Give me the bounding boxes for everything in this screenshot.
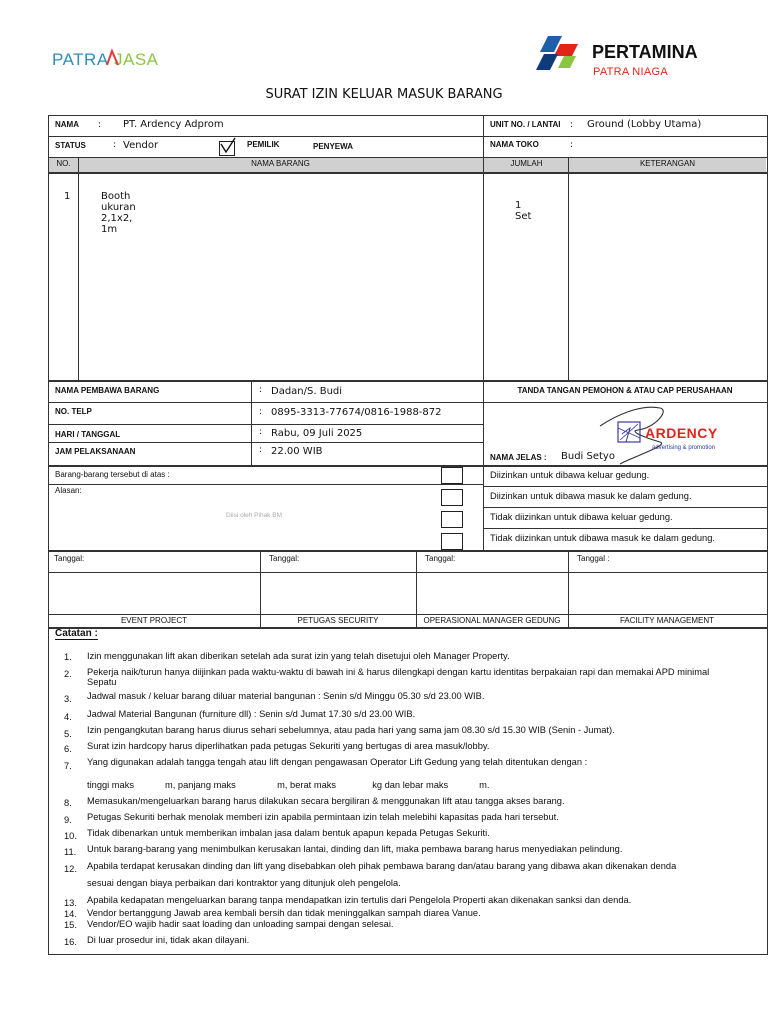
- penyewa-label: PENYEWA: [313, 142, 354, 151]
- list-item: Jadwal Material Bangunan (furniture dll) : Senin s/d Jumat 17.30 s/d 23.00 WIB.: [87, 709, 416, 719]
- tanggal-facility: Tanggal :: [577, 554, 610, 563]
- option-checkbox-3[interactable]: [441, 511, 463, 528]
- list-item: Izin menggunakan lift akan diberikan setelah ada surat izin yang telah disetujui oleh Manager Property.: [87, 651, 510, 661]
- unit-value: Ground (Lobby Utama): [587, 119, 702, 130]
- option-label-3: Tidak diizinkan untuk dibawa keluar gedung.: [490, 512, 673, 522]
- list-item: Memasukan/mengeluarkan barang harus dilakukan secara bergiliran & menggunakan lift atau tangga akses barang.: [87, 796, 565, 806]
- nama-jelas-value: Budi Setyo: [561, 451, 615, 462]
- pertamina-logo: [534, 34, 584, 79]
- patra-jasa-logo: [52, 47, 172, 76]
- nama-toko-label: NAMA TOKO: [490, 140, 539, 149]
- pembawa-label: NAMA PEMBAWA BARANG: [55, 386, 160, 395]
- telp-label: NO. TELP: [55, 407, 92, 416]
- list-item: Apabila terdapat kerusakan dinding dan lift yang disebabkan oleh pihak pembawa barang dan/atau barang yang dibawa akan dikenakan denda: [87, 861, 677, 871]
- hari-label: HARI / TANGGAL: [55, 430, 121, 439]
- option-checkbox-1[interactable]: [441, 467, 463, 484]
- pembawa-value: Dadan/S. Budi: [271, 386, 343, 397]
- status-label: STATUS: [55, 141, 86, 150]
- list-item: Tidak dibenarkan untuk memberikan imbalan jasa dalam bentuk apapun kepada Petugas Sekuriti.: [87, 828, 490, 838]
- nama-value: PT. Ardency Adprom: [123, 119, 224, 130]
- role-facility-management: FACILITY MANAGEMENT: [619, 616, 715, 625]
- tanggal-opsmanager: Tanggal:: [425, 554, 456, 563]
- hari-value: Rabu, 09 Juli 2025: [271, 428, 363, 439]
- list-item: Vendor/EO wajib hadir saat loading dan unloading sampai dengan selesai.: [87, 919, 394, 929]
- role-event-project: EVENT PROJECT: [120, 616, 188, 625]
- list-item: Untuk barang-barang yang menimbulkan kerusakan lantai, dinding dan lift, maka pembawa barang harus menyediakan pelindung.: [87, 844, 623, 854]
- item-no: 1: [64, 191, 71, 202]
- pertamina-mark-icon: [534, 34, 584, 74]
- nama-label: NAMA: [55, 120, 79, 129]
- diisi-label: Diisi oleh Pihak BM: [226, 512, 282, 519]
- tanggal-security: Tanggal:: [269, 554, 300, 563]
- jam-value: 22.00 WIB: [271, 446, 323, 457]
- svg-text:PATRA: PATRA: [52, 50, 109, 69]
- option-checkbox-4[interactable]: [441, 533, 463, 550]
- list-item: Di luar prosedur ini, tidak akan dilayani.: [87, 935, 250, 945]
- list-item-cont: Sepatu: [87, 677, 117, 687]
- role-petugas-security: PETUGAS SECURITY: [297, 616, 379, 625]
- col-no-header: NO.: [56, 159, 71, 168]
- option-label-2: Diizinkan untuk dibawa masuk ke dalam gedung.: [490, 491, 692, 501]
- list-item: Apabila kedapatan mengeluarkan barang tanpa mendapatkan izin tertulis dari Pengelola Properti akan dikenakan sanksi dan denda.: [87, 895, 632, 905]
- list-item-cont: sesuai dengan biaya perbaikan dari kontraktor yang ditunjuk oleh pengelola.: [87, 878, 401, 888]
- col-nama-barang-header: NAMA BARANG: [251, 159, 310, 168]
- company-stamp: [560, 398, 760, 473]
- jam-label: JAM PELAKSANAAN: [55, 447, 136, 456]
- document-title: SURAT IZIN KELUAR MASUK BARANG: [265, 87, 503, 102]
- option-label-4: Tidak diizinkan untuk dibawa masuk ke dalam gedung.: [490, 533, 715, 543]
- list-item: Surat izin hardcopy harus diperlihatkan pada petugas Sekuriti yang bertugas di area masuk/lobby.: [87, 741, 490, 751]
- col-jumlah-header: JUMLAH: [510, 159, 543, 168]
- pertamina-logo-main-text: PERTAMINA: [592, 42, 698, 62]
- unit-label: UNIT NO. / LANTAI: [490, 120, 561, 129]
- list-item: Pekerja naik/turun hanya diijinkan pada waktu-waktu di bawah ini & harus dilengkapi dengan kartu identitas berpakaian rapi dan memakai APD minimal: [87, 667, 710, 677]
- items-table: [48, 157, 768, 382]
- svg-text:JASA: JASA: [114, 50, 159, 69]
- list-item: Vendor bertanggung Jawab area kembali bersih dan tidak meninggalkan sampah diarea Vanue.: [87, 908, 481, 918]
- telp-value: 0895-3313-77674/0816-1988-872: [271, 407, 442, 418]
- list-item-dimensions: tinggi maks m, panjang maks m, berat maks kg dan lebar maks m.: [87, 780, 490, 790]
- checkmark-icon: [219, 137, 237, 153]
- notes-title: Catatan :: [55, 628, 98, 639]
- list-item: Jadwal masuk / keluar barang diluar material bangunan : Senin s/d Minggu 05.30 s/d 23.00 WIB.: [87, 691, 485, 701]
- stamp-sub-text: advertising & promotion: [652, 445, 716, 451]
- pemilik-label: PEMILIK: [247, 140, 280, 149]
- col-keterangan-header: KETERANGAN: [639, 159, 696, 168]
- nama-jelas-label: NAMA JELAS :: [490, 453, 547, 462]
- barang-label: Barang-barang tersebut di atas :: [55, 470, 170, 479]
- list-item: Petugas Sekuriti berhak menolak memberi izin apabila permintaan izin telah melebihi kapasitas pada hari tersebut.: [87, 812, 559, 822]
- item-jumlah: 1 Set: [515, 200, 532, 222]
- status-value: Vendor: [123, 140, 159, 151]
- role-ops-manager: OPERASIONAL MANAGER GEDUNG: [423, 616, 561, 625]
- list-item: Izin pengangkutan barang harus diurus sehari sebelumnya, atau pada hari yang sama jam 08.30 s/d 15.30 WIB (Senin - Jumat).: [87, 725, 615, 735]
- item-nama: Booth ukuran 2,1x2, 1m: [101, 191, 136, 235]
- status-checkbox[interactable]: [219, 141, 235, 156]
- pertamina-logo-sub-text: PATRA NIAGA: [593, 66, 669, 78]
- list-item: Yang digunakan adalah tangga tengah atau lift dengan pengawasan Operator Lift Gedung yang telah ditentukan dengan :: [87, 757, 588, 767]
- tanggal-event: Tanggal:: [54, 554, 85, 563]
- option-label-1: Diizinkan untuk dibawa keluar gedung.: [490, 470, 650, 480]
- option-checkbox-2[interactable]: [441, 489, 463, 506]
- alasan-label: Alasan:: [55, 486, 82, 495]
- ttd-label: TANDA TANGAN PEMOHON & ATAU CAP PERUSAHAAN: [517, 386, 733, 395]
- stamp-text: ARDENCY: [645, 425, 718, 441]
